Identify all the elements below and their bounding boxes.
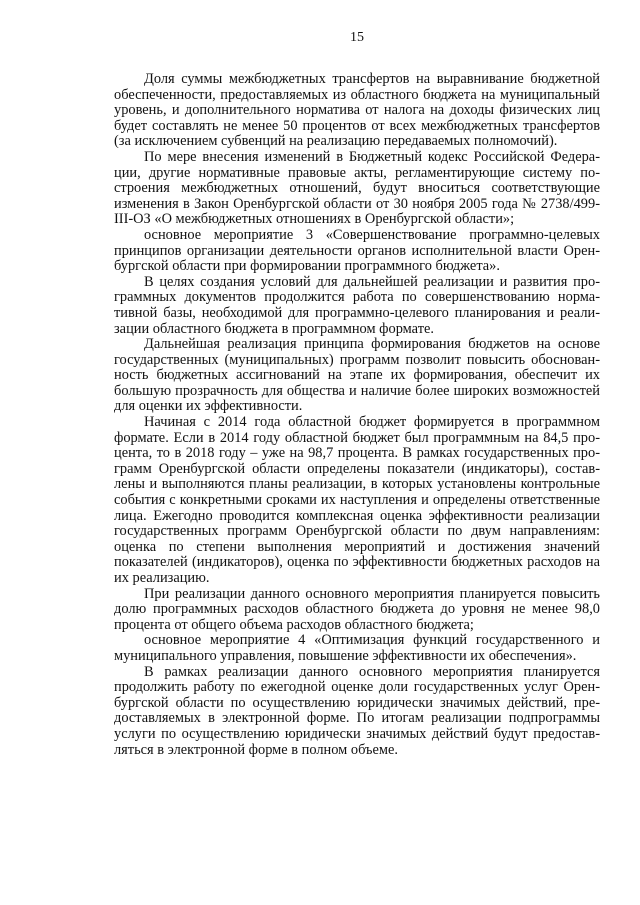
paragraph-transfers-share: Доля суммы межбюджетных трансфертов на выравнивание бюджетной обеспеченности, предоставляемых из областного бюджета на муниципальный уровень, и дополнительного норматива от налога на доходы физических лиц будет составлять не менее 50 процентов от всех межбюджетных трансфертов (за исключением субвенций на реализацию передаваемых полномочий).: [114, 71, 600, 150]
document-page: [114, 30, 600, 758]
paragraph-budget-code-changes: По мере внесения изменений в Бюджетный кодекс Российской Федерации, другие нормативные правовые акты, регламентирующие систему построения межбюджетных отношений, будут вноситься соответствующие изменения в Закон Оренбургской области от 30 ноября 2005 года № 2738/499-III-ОЗ «О межбюджетных отношениях в Оренбургской области»;: [114, 148, 600, 228]
paragraph-program-documents: В целях создания условий для дальнейшей реализации и развития программных документов продолжится работа по совершенствованию нормативной базы, необходимой для программно-целевого планирования и реализации областного бюджета в программном формате.: [114, 273, 600, 337]
paragraph-program-format-since-2014: Начиная с 2014 года областной бюджет формируется в программном формате. Если в 2014 году областной бюджет был программным на 84,5 процента, то в 2018 году – уже на 98,7 процента. В рамках государственных программ Оренбургской области определены показатели (индикаторы), составлены и выполняются планы реализации, в которых установлены контрольные события с конкретными сроками их наступления и определены ответственные лица. Ежегодно проводится комплексная оценка эффективности реализации государственных программ Оренбургской области по двум направлениям: оценка по степени выполнения мероприятий и достижения значений показателей (индикаторов), оценка по эффективности бюджетных расходов на их реализацию.: [114, 414, 600, 586]
paragraph-main-measure-4: основное мероприятие 4 «Оптимизация функций государственного и муниципального управления, повышение эффективности их обеспечения».: [114, 632, 600, 664]
page-number: 15: [350, 30, 364, 45]
paragraph-program-budgets: Дальнейшая реализация принципа формирования бюджетов на основе государственных (муниципальных) программ позволит повысить обоснованность бюджетных ассигнований на этапе их формирования, обеспечит их большую прозрачность для общества и наличие более широких возможностей для оценки их эффективности.: [114, 336, 600, 415]
paragraph-main-measure-3: основное мероприятие 3 «Совершенствование программно-целевых принципов организации деятельности органов исполнительной власти Оренбургской области при формировании программного бюджета».: [114, 226, 600, 275]
paragraph-electronic-services: В рамках реализации данного основного мероприятия планируется продолжить работу по ежегодной оценке доли государственных услуг Оренбургской области по осуществлению юридически значимых действий, предоставляемых в электронной форме. По итогам реализации подпрограммы услуги по осуществлению юридически значимых действий будут предоставляться в электронной форме в полном объеме.: [114, 663, 600, 758]
paragraph-program-expenses-share: При реализации данного основного мероприятия планируется повысить долю программных расходов областного бюджета до уровня не менее 98,0 процента от общего объема расходов областного бюджета;: [114, 585, 600, 633]
